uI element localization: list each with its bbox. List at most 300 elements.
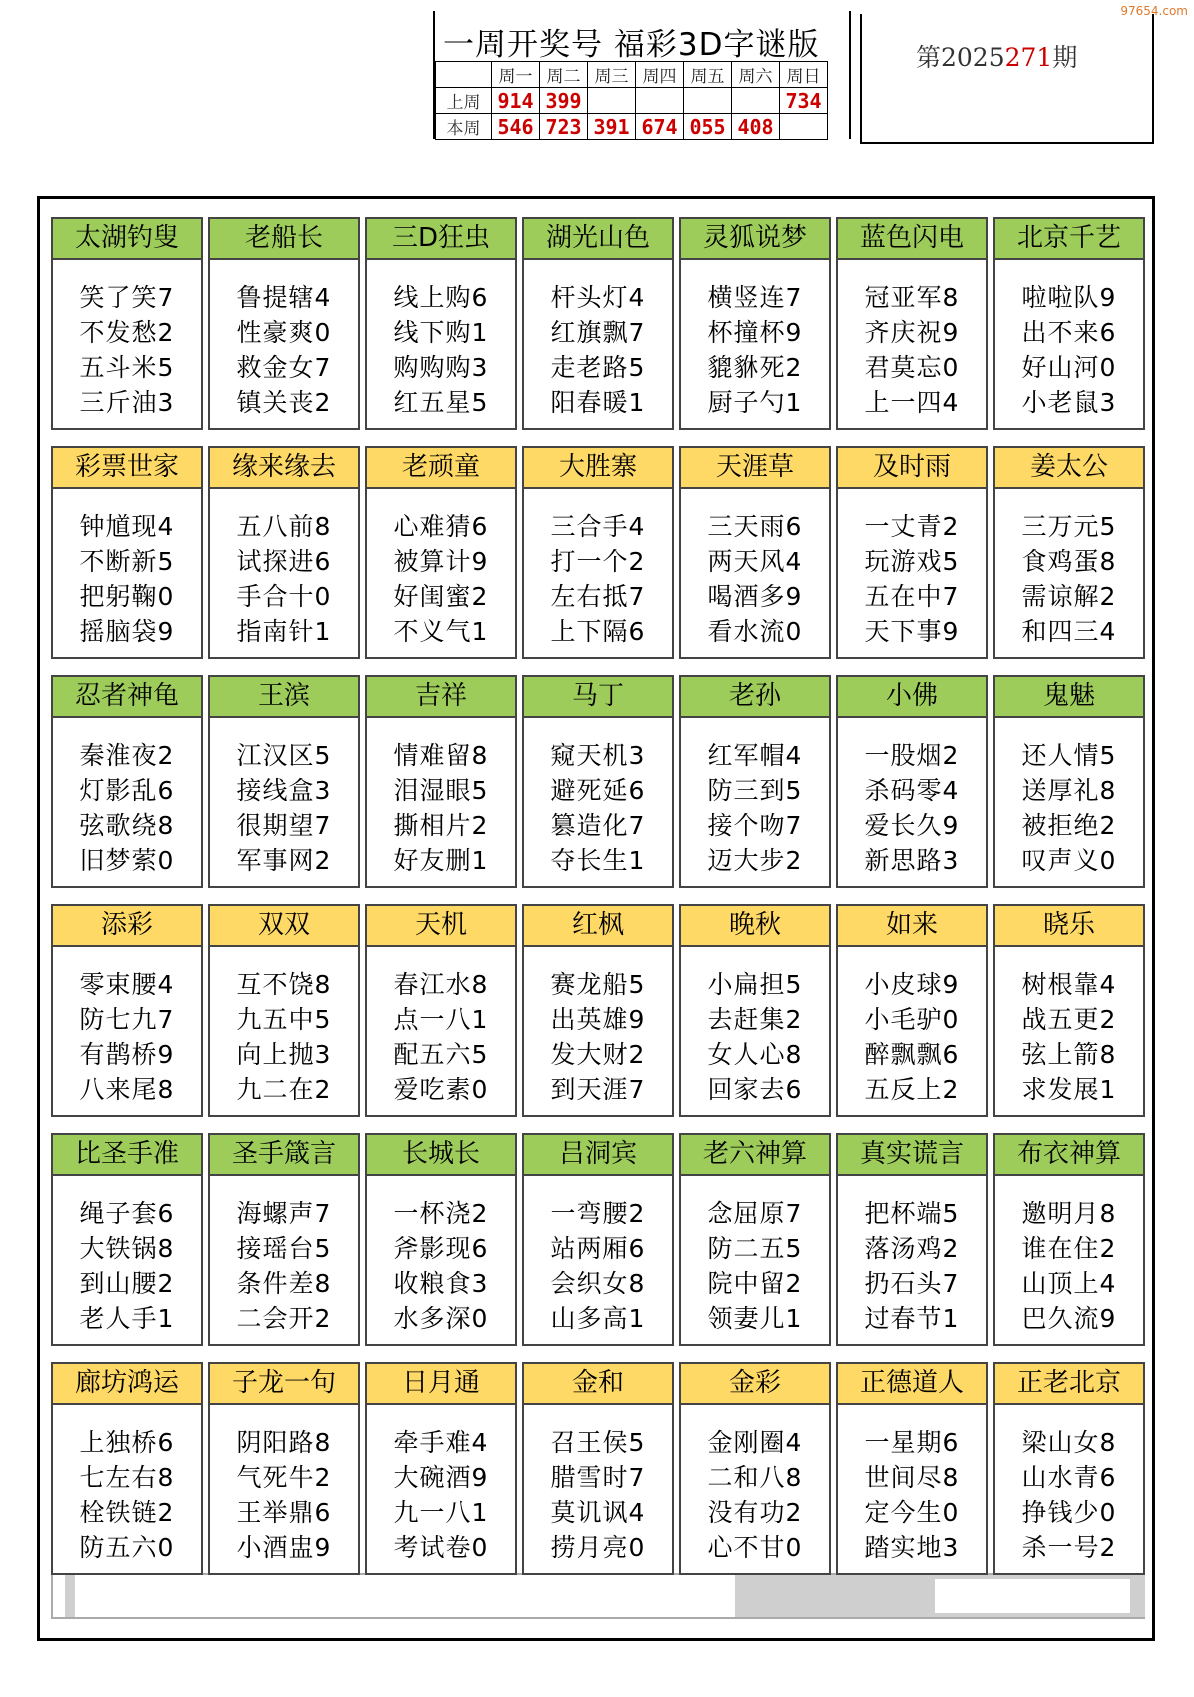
- clue-line: 不断新5: [79, 547, 175, 576]
- forecaster-name: 小佛: [838, 677, 986, 718]
- clue-line: 镇关丧2: [236, 388, 332, 417]
- clue-line: 防三到5: [707, 776, 803, 805]
- clue-line: 江汉区5: [236, 741, 332, 770]
- forecaster-name: 三D狂虫: [367, 219, 515, 260]
- clue-line: 上一四4: [864, 388, 960, 417]
- clue-list: [524, 1176, 672, 1336]
- clue-list: [210, 718, 358, 878]
- clue-line: 去赶集2: [707, 1005, 803, 1034]
- clue-line: 牵手难4: [393, 1428, 489, 1457]
- result-number: 914: [492, 88, 540, 114]
- clue-list: [681, 1405, 829, 1565]
- clue-line: 厨子勺1: [707, 388, 803, 417]
- clue-line: 旧梦萦0: [79, 846, 175, 875]
- results-table: [435, 61, 828, 140]
- clue-line: 冠亚军8: [864, 283, 960, 312]
- clue-line: 九一八1: [393, 1498, 489, 1527]
- clue-line: 大铁锅8: [79, 1234, 175, 1263]
- clue-line: 大碗酒9: [393, 1463, 489, 1492]
- clue-line: 接线盒3: [236, 776, 332, 805]
- last-week-row: [436, 88, 828, 114]
- clue-line: 出不来6: [1021, 318, 1117, 347]
- forecaster-name: 晚秋: [681, 906, 829, 947]
- clue-line: 求发展1: [1021, 1075, 1117, 1104]
- clue-line: 考试卷0: [393, 1533, 489, 1562]
- clue-line: 条件差8: [236, 1269, 332, 1298]
- clue-line: 军事网2: [236, 846, 332, 875]
- clue-line: 上独桥6: [79, 1428, 175, 1457]
- clue-list: [524, 489, 672, 649]
- clue-line: 小扁担5: [707, 970, 803, 999]
- forecaster-name: 真实谎言: [838, 1135, 986, 1176]
- clue-line: 回家去6: [707, 1075, 803, 1104]
- clue-line: 到山腰2: [79, 1269, 175, 1298]
- clue-line: 打一个2: [550, 547, 646, 576]
- day-header: 周一: [492, 62, 540, 88]
- clue-line: 红五星5: [393, 388, 489, 417]
- clue-line: 爱吃素0: [393, 1075, 489, 1104]
- forecaster-card: [522, 1362, 674, 1575]
- page-title: 一周开奖号 福彩3D字谜版: [443, 27, 820, 63]
- clue-line: 齐庆祝9: [864, 318, 960, 347]
- clue-line: 五斗米5: [79, 353, 175, 382]
- clue-line: 鲁提辖4: [236, 283, 332, 312]
- clue-line: 站两厢6: [550, 1234, 646, 1263]
- clue-line: 到天涯7: [550, 1075, 646, 1104]
- panel-right-border: [849, 11, 851, 139]
- this-week-label: 本周: [436, 114, 492, 140]
- clue-line: 迈大步2: [707, 846, 803, 875]
- forecaster-name: 吉祥: [367, 677, 515, 718]
- forecaster-name: 缘来缘去: [210, 448, 358, 489]
- forecaster-card: [208, 446, 360, 659]
- forecaster-card: [836, 675, 988, 888]
- clue-board: [37, 196, 1155, 1641]
- clue-line: 把杯端5: [864, 1199, 960, 1228]
- clue-line: 阳春暖1: [550, 388, 646, 417]
- forecaster-card: [208, 675, 360, 888]
- clue-line: 窥天机3: [550, 741, 646, 770]
- forecaster-card: [365, 1362, 517, 1575]
- clue-line: 很期望7: [236, 811, 332, 840]
- clue-line: 点一八1: [393, 1005, 489, 1034]
- forecaster-name: 及时雨: [838, 448, 986, 489]
- clue-list: [681, 718, 829, 878]
- result-number: [636, 88, 684, 114]
- result-number: [732, 88, 780, 114]
- forecaster-name: 大胜寨: [524, 448, 672, 489]
- clue-line: 好闺蜜2: [393, 582, 489, 611]
- clue-list: [53, 1405, 201, 1565]
- clue-list: [995, 718, 1143, 878]
- clue-line: 防七九7: [79, 1005, 175, 1034]
- issue-prefix: 第2025: [916, 43, 1005, 72]
- clue-list: [210, 947, 358, 1107]
- clue-list: [681, 260, 829, 420]
- clue-line: 王举鼎6: [236, 1498, 332, 1527]
- clue-line: 喝酒多9: [707, 582, 803, 611]
- forecaster-card: [51, 1362, 203, 1575]
- forecaster-name: 蓝色闪电: [838, 219, 986, 260]
- clue-line: 气死牛2: [236, 1463, 332, 1492]
- clue-list: [838, 718, 986, 878]
- forecaster-name: 子龙一句: [210, 1364, 358, 1405]
- forecaster-name: 鬼魅: [995, 677, 1143, 718]
- clue-list: [210, 1405, 358, 1565]
- clue-list: [367, 260, 515, 420]
- clue-list: [524, 1405, 672, 1565]
- clue-line: 接瑶台5: [236, 1234, 332, 1263]
- forecaster-card: [522, 217, 674, 430]
- forecaster-name: 老船长: [210, 219, 358, 260]
- clue-line: 腊雪时7: [550, 1463, 646, 1492]
- forecaster-name: 长城长: [367, 1135, 515, 1176]
- clue-list: [210, 260, 358, 420]
- clue-list: [995, 1405, 1143, 1565]
- clue-line: 收粮食3: [393, 1269, 489, 1298]
- forecaster-card: [365, 217, 517, 430]
- clue-line: 篡造化7: [550, 811, 646, 840]
- forecaster-name: 天涯草: [681, 448, 829, 489]
- clue-line: 玩游戏5: [864, 547, 960, 576]
- forecaster-card: [522, 675, 674, 888]
- clue-line: 需谅解2: [1021, 582, 1117, 611]
- clue-line: 向上抛3: [236, 1040, 332, 1069]
- clue-line: 左右抵7: [550, 582, 646, 611]
- clue-list: [367, 1176, 515, 1336]
- forecaster-name: 老顽童: [367, 448, 515, 489]
- clue-line: 零束腰4: [79, 970, 175, 999]
- issue-number: 271: [1004, 43, 1053, 72]
- clue-line: 手合十0: [236, 582, 332, 611]
- forecaster-card: [365, 675, 517, 888]
- clue-line: 小老鼠3: [1021, 388, 1117, 417]
- clue-line: 君莫忘0: [864, 353, 960, 382]
- clue-line: 不义气1: [393, 617, 489, 646]
- clue-line: 撕相片2: [393, 811, 489, 840]
- forecaster-card: [679, 904, 831, 1117]
- clue-line: 防二五5: [707, 1234, 803, 1263]
- clue-line: 山多高1: [550, 1304, 646, 1333]
- results-corner: [436, 62, 492, 88]
- clue-line: 横竖连7: [707, 283, 803, 312]
- clue-line: 八来尾8: [79, 1075, 175, 1104]
- clue-line: 线上购6: [393, 283, 489, 312]
- clue-list: [53, 1176, 201, 1336]
- clue-line: 绳子套6: [79, 1199, 175, 1228]
- clue-line: 阴阳路8: [236, 1428, 332, 1457]
- forecaster-card: [836, 217, 988, 430]
- forecaster-name: 老六神算: [681, 1135, 829, 1176]
- clue-list: [53, 947, 201, 1107]
- clue-line: 被算计9: [393, 547, 489, 576]
- clue-line: 好山河0: [1021, 353, 1117, 382]
- clue-line: 灯影乱6: [79, 776, 175, 805]
- clue-line: 被拒绝2: [1021, 811, 1117, 840]
- clue-line: 貔貅死2: [707, 353, 803, 382]
- clue-line: 领妻儿1: [707, 1304, 803, 1333]
- forecaster-name: 比圣手准: [53, 1135, 201, 1176]
- clue-line: 九五中5: [236, 1005, 332, 1034]
- forecaster-name: 彩票世家: [53, 448, 201, 489]
- clue-line: 有鹊桥9: [79, 1040, 175, 1069]
- forecaster-name: 太湖钓叟: [53, 219, 201, 260]
- clue-line: 防五六0: [79, 1533, 175, 1562]
- clue-line: 出英雄9: [550, 1005, 646, 1034]
- result-number: 399: [540, 88, 588, 114]
- forecaster-name: 红枫: [524, 906, 672, 947]
- clue-line: 五反上2: [864, 1075, 960, 1104]
- clue-line: 栓铁链2: [79, 1498, 175, 1527]
- forecaster-card: [993, 446, 1145, 659]
- forecaster-name: 灵狐说梦: [681, 219, 829, 260]
- clue-line: 山顶上4: [1021, 1269, 1117, 1298]
- result-number: 391: [588, 114, 636, 140]
- clue-list: [367, 489, 515, 649]
- clue-list: [210, 489, 358, 649]
- clue-line: 性豪爽0: [236, 318, 332, 347]
- day-header: 周六: [732, 62, 780, 88]
- forecaster-card: [51, 904, 203, 1117]
- forecaster-card: [836, 1133, 988, 1346]
- forecaster-card: [51, 446, 203, 659]
- this-week-row: [436, 114, 828, 140]
- clue-line: 把躬鞠0: [79, 582, 175, 611]
- forecaster-card: [679, 1133, 831, 1346]
- forecaster-name: 正德道人: [838, 1364, 986, 1405]
- forecaster-name: 吕洞宾: [524, 1135, 672, 1176]
- clue-line: 心难猜6: [393, 512, 489, 541]
- clue-line: 小毛驴0: [864, 1005, 960, 1034]
- clue-line: 五在中7: [864, 582, 960, 611]
- forecaster-card: [836, 446, 988, 659]
- clue-line: 三斤油3: [79, 388, 175, 417]
- clue-line: 心不甘0: [707, 1533, 803, 1562]
- footer-bar: [51, 1573, 1145, 1619]
- weekly-results-panel: [433, 11, 851, 139]
- clue-line: 邀明月8: [1021, 1199, 1117, 1228]
- forecaster-name: 忍者神龟: [53, 677, 201, 718]
- clue-list: [838, 1176, 986, 1336]
- clue-line: 梁山女8: [1021, 1428, 1117, 1457]
- clue-line: 三合手4: [550, 512, 646, 541]
- forecaster-card: [522, 446, 674, 659]
- forecaster-name: 日月通: [367, 1364, 515, 1405]
- clue-line: 捞月亮0: [550, 1533, 646, 1562]
- clue-line: 好友删1: [393, 846, 489, 875]
- result-number: 734: [780, 88, 828, 114]
- result-number: 723: [540, 114, 588, 140]
- forecaster-name: 布衣神算: [995, 1135, 1143, 1176]
- clue-line: 杯撞杯9: [707, 318, 803, 347]
- issue-suffix: 期: [1052, 43, 1078, 72]
- clue-list: [524, 947, 672, 1107]
- clue-line: 送厚礼8: [1021, 776, 1117, 805]
- clue-list: [53, 718, 201, 878]
- forecaster-name: 老孙: [681, 677, 829, 718]
- clue-line: 醉飘飘6: [864, 1040, 960, 1069]
- clue-line: 斧影现6: [393, 1234, 489, 1263]
- clue-line: 莫讥讽4: [550, 1498, 646, 1527]
- clue-line: 啦啦队9: [1021, 283, 1117, 312]
- clue-line: 一股烟2: [864, 741, 960, 770]
- forecaster-card: [51, 1133, 203, 1346]
- clue-line: 笑了笑7: [79, 283, 175, 312]
- forecaster-name: 马丁: [524, 677, 672, 718]
- clue-line: 泪湿眼5: [393, 776, 489, 805]
- clue-line: 树根靠4: [1021, 970, 1117, 999]
- issue-panel: [860, 14, 1154, 144]
- forecaster-card: [51, 675, 203, 888]
- forecaster-name: 圣手箴言: [210, 1135, 358, 1176]
- clue-line: 落汤鸡2: [864, 1234, 960, 1263]
- result-number: 674: [636, 114, 684, 140]
- forecaster-card: [208, 1362, 360, 1575]
- clue-line: 指南针1: [236, 617, 332, 646]
- clue-line: 金刚圈4: [707, 1428, 803, 1457]
- clue-line: 扔石头7: [864, 1269, 960, 1298]
- clue-line: 食鸡蛋8: [1021, 547, 1117, 576]
- result-number: 055: [684, 114, 732, 140]
- clue-line: 杀一号2: [1021, 1533, 1117, 1562]
- clue-list: [524, 718, 672, 878]
- clue-line: 世间尽8: [864, 1463, 960, 1492]
- clue-line: 春江水8: [393, 970, 489, 999]
- clue-line: 五八前8: [236, 512, 332, 541]
- forecaster-name: 正老北京: [995, 1364, 1143, 1405]
- clue-line: 踏实地3: [864, 1533, 960, 1562]
- clue-list: [53, 489, 201, 649]
- clue-line: 女人心8: [707, 1040, 803, 1069]
- clue-line: 小酒盅9: [236, 1533, 332, 1562]
- forecaster-card: [51, 217, 203, 430]
- clue-line: 杆头灯4: [550, 283, 646, 312]
- clue-line: 秦淮夜2: [79, 741, 175, 770]
- forecaster-name: 添彩: [53, 906, 201, 947]
- forecaster-name: 如来: [838, 906, 986, 947]
- clue-line: 老人手1: [79, 1304, 175, 1333]
- clue-line: 召王侯5: [550, 1428, 646, 1457]
- clue-line: 念屈原7: [707, 1199, 803, 1228]
- clue-line: 战五更2: [1021, 1005, 1117, 1034]
- forecaster-name: 金彩: [681, 1364, 829, 1405]
- forecaster-name: 晓乐: [995, 906, 1143, 947]
- footer-gray-block: [65, 1575, 75, 1617]
- clue-line: 巴久流9: [1021, 1304, 1117, 1333]
- clue-line: 避死延6: [550, 776, 646, 805]
- clue-line: 二和八8: [707, 1463, 803, 1492]
- clue-list: [524, 260, 672, 420]
- clue-line: 一杯浇2: [393, 1199, 489, 1228]
- result-number: 408: [732, 114, 780, 140]
- clue-line: 钟馗现4: [79, 512, 175, 541]
- clue-line: 不发愁2: [79, 318, 175, 347]
- result-number: [684, 88, 732, 114]
- clue-line: 还人情5: [1021, 741, 1117, 770]
- clue-line: 天下事9: [864, 617, 960, 646]
- clue-list: [838, 489, 986, 649]
- clue-line: 看水流0: [707, 617, 803, 646]
- clue-line: 七左右8: [79, 1463, 175, 1492]
- issue-label: [916, 38, 1077, 74]
- result-number: 546: [492, 114, 540, 140]
- clue-line: 购购购3: [393, 353, 489, 382]
- last-week-label: 上周: [436, 88, 492, 114]
- forecaster-card: [993, 217, 1145, 430]
- clue-line: 定今生0: [864, 1498, 960, 1527]
- forecaster-name: 姜太公: [995, 448, 1143, 489]
- clue-line: 山水青6: [1021, 1463, 1117, 1492]
- forecaster-card: [208, 904, 360, 1117]
- clue-list: [681, 1176, 829, 1336]
- clue-line: 没有功2: [707, 1498, 803, 1527]
- forecaster-name: 双双: [210, 906, 358, 947]
- clue-list: [367, 1405, 515, 1565]
- forecaster-card: [208, 217, 360, 430]
- clue-list: [367, 718, 515, 878]
- forecaster-card: [993, 904, 1145, 1117]
- clue-line: 和四三4: [1021, 617, 1117, 646]
- forecaster-card: [836, 1362, 988, 1575]
- forecaster-name: 王滨: [210, 677, 358, 718]
- forecaster-name: 金和: [524, 1364, 672, 1405]
- clue-list: [995, 489, 1143, 649]
- clue-list: [681, 947, 829, 1107]
- clue-line: 走老路5: [550, 353, 646, 382]
- clue-line: 水多深0: [393, 1304, 489, 1333]
- clue-list: [53, 260, 201, 420]
- clue-line: 线下购1: [393, 318, 489, 347]
- forecaster-card: [679, 446, 831, 659]
- result-number: [780, 114, 828, 140]
- clue-line: 叹声义0: [1021, 846, 1117, 875]
- forecaster-name: 廊坊鸿运: [53, 1364, 201, 1405]
- clue-line: 院中留2: [707, 1269, 803, 1298]
- clue-list: [210, 1176, 358, 1336]
- forecaster-card: [993, 1362, 1145, 1575]
- clue-line: 会织女8: [550, 1269, 646, 1298]
- clue-line: 二会开2: [236, 1304, 332, 1333]
- day-header: 周三: [588, 62, 636, 88]
- footer-white-block: [935, 1579, 1130, 1613]
- site-watermark: 97654.com: [1120, 4, 1188, 18]
- clue-line: 救金女7: [236, 353, 332, 382]
- day-header: 周二: [540, 62, 588, 88]
- clue-line: 一丈青2: [864, 512, 960, 541]
- clue-line: 赛龙船5: [550, 970, 646, 999]
- clue-line: 一星期6: [864, 1428, 960, 1457]
- forecaster-card: [365, 1133, 517, 1346]
- day-header: 周日: [780, 62, 828, 88]
- clue-list: [995, 260, 1143, 420]
- forecaster-card: [365, 904, 517, 1117]
- forecaster-name: 湖光山色: [524, 219, 672, 260]
- day-header: 周五: [684, 62, 732, 88]
- clue-line: 夺长生1: [550, 846, 646, 875]
- clue-line: 配五六5: [393, 1040, 489, 1069]
- clue-list: [367, 947, 515, 1107]
- clue-line: 三天雨6: [707, 512, 803, 541]
- clue-line: 接个吻7: [707, 811, 803, 840]
- clue-list: [838, 947, 986, 1107]
- forecaster-card: [679, 217, 831, 430]
- forecaster-card: [836, 904, 988, 1117]
- clue-line: 试探进6: [236, 547, 332, 576]
- result-number: [588, 88, 636, 114]
- forecaster-card: [679, 1362, 831, 1575]
- clue-list: [681, 489, 829, 649]
- clue-line: 两天风4: [707, 547, 803, 576]
